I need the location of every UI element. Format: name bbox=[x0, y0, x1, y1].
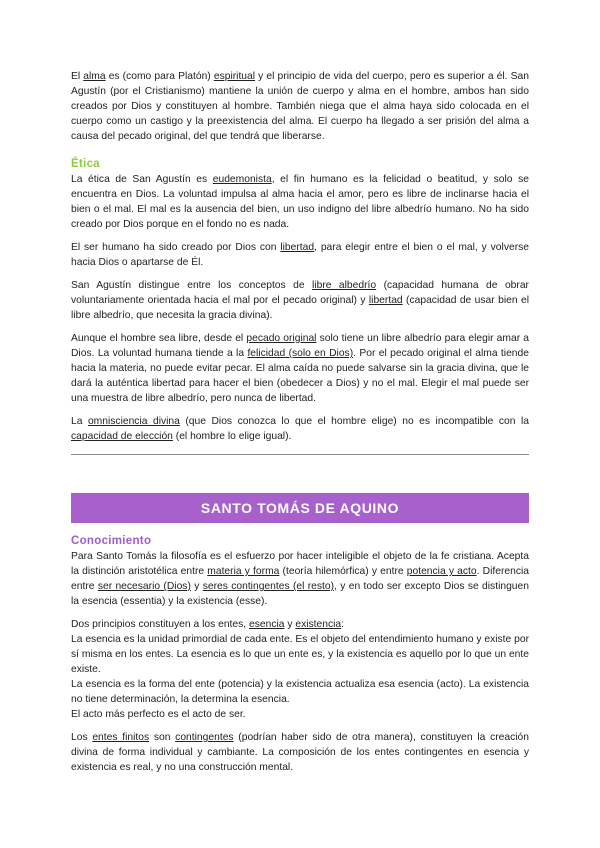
term-esencia: esencia bbox=[249, 619, 285, 630]
term-contingentes: contingentes bbox=[175, 732, 234, 743]
term-libertad: libertad bbox=[280, 242, 315, 253]
paragraph-etica-1: La ética de San Agustín es eudemonista, el fin humano es la felicidad o beatitud, y solo se encuentra en Dios. La voluntad impulsa al alma hacia el amor, pero es libre de inclinarse hacia el bien o el mal. El mal es la ausencia del bien, un uso indigno del libre albedrío humano. No ha sido creado por Dios porque en el fondo no es nada. bbox=[71, 174, 529, 230]
term-pecado-original: pecado original bbox=[246, 333, 317, 344]
paragraph-conocimiento-5: El acto más perfecto es el acto de ser. bbox=[71, 709, 246, 720]
term-capacidad-eleccion: capacidad de elección bbox=[71, 431, 173, 442]
term-ser-necesario: ser necesario (Dios) bbox=[97, 581, 191, 592]
term-materia-forma: materia y forma bbox=[207, 566, 280, 577]
term-seres-contingentes: seres contingentes (el resto) bbox=[202, 581, 335, 592]
term-eudemonista: eudemonista bbox=[212, 174, 272, 185]
section-banner: SANTO TOMÁS DE AQUINO bbox=[71, 493, 529, 523]
term-omnisciencia: omnisciencia divina bbox=[87, 416, 180, 427]
term-libre-albedrio: libre albedrío bbox=[312, 280, 377, 291]
paragraph-alma: El alma es (como para Platón) espiritual y el principio de vida del cuerpo, pero es superior a él. San Agustín (por el Cristianismo) mantiene la unión de cuerpo y alma en el hombre, ambos han sido creados por Dios y constituyen al hombre. También niega que el alma haya sido colocada en el cuerpo como un castigo y la preexistencia del alma. El cuerpo ha llegado a ser prisión del alma a causa del pecado original, del que tendrá que liberarse. bbox=[71, 71, 529, 142]
section-divider bbox=[71, 454, 529, 455]
paragraph-conocimiento-4: La esencia es la forma del ente (potencia) y la existencia actualiza esa esencia (acto). La existencia no tiene determinación, la determina la esencia. bbox=[71, 679, 529, 705]
paragraph-conocimiento-2: Dos principios constituyen a los entes, esencia y existencia: bbox=[71, 619, 345, 630]
paragraph-etica-3: San Agustín distingue entre los conceptos de libre albedrío (capacidad humana de obrar voluntariamente orientada hacia el mal por el pecado original) y libertad (capacidad de usar bien el libre albedrío, que necesita la gracia divina). bbox=[71, 280, 529, 321]
paragraph-etica-5: La omnisciencia divina (que Dios conozca lo que el hombre elige) no es incompatible con la capacidad de elección (el hombre lo elige igual). bbox=[71, 416, 529, 442]
paragraph-conocimiento-1: Para Santo Tomás la filosofía es el esfuerzo por hacer inteligible el objeto de la fe cristiana. Acepta la distinción aristotélica entre materia y forma (teoría hilemórfica) y entre potencia y acto. Diferencia entre ser necesario (Dios) y seres contingentes (el resto), y en todo ser excepto Dios se distinguen la esencia (essentia) y la existencia (esse). bbox=[71, 551, 529, 607]
term-espiritual: espiritual bbox=[213, 71, 256, 82]
paragraph-etica-4: Aunque el hombre sea libre, desde el pecado original solo tiene un libre albedrío para elegir amar a Dios. La voluntad humana tiende a la felicidad (solo en Dios). Por el pecado original el alma tiende hacia la materia, no puede evitar pecar. El alma caída no puede salvarse sin la gracia divina, que le dará la auténtica libertad para hacer el bien (obedecer a Dios) y no el mal. Elegir el mal puede ser una muestra de libre albedrío, pero nunca de libertad. bbox=[71, 333, 529, 404]
term-entes-finitos: entes finitos bbox=[92, 732, 150, 743]
term-alma: alma bbox=[83, 71, 106, 82]
term-potencia-acto: potencia y acto bbox=[406, 566, 477, 577]
term-existencia: existencia bbox=[295, 619, 342, 630]
term-felicidad: felicidad (solo en Dios) bbox=[247, 348, 354, 359]
paragraph-conocimiento-6: Los entes finitos son contingentes (podrían haber sido de otra manera), constituyen la creación divina de forma individual y cambiante. La composición de los entes contingentes en esencia y existencia es real, y no una construcción mental. bbox=[71, 732, 530, 773]
term-libertad-2: libertad bbox=[368, 295, 403, 306]
paragraph-conocimiento-3: La esencia es la unidad primordial de cada ente. Es el objeto del entendimiento humano y existe por sí misma en los entes. La esencia es lo que un ente es, y la existencia es aquello por lo que un ente existe. bbox=[71, 634, 529, 675]
paragraph-etica-2: El ser humano ha sido creado por Dios con libertad, para elegir entre el bien o el mal, y volverse hacia Dios o apartarse de Él. bbox=[71, 242, 529, 268]
heading-etica: Ética bbox=[71, 158, 100, 170]
heading-conocimiento: Conocimiento bbox=[71, 535, 152, 547]
